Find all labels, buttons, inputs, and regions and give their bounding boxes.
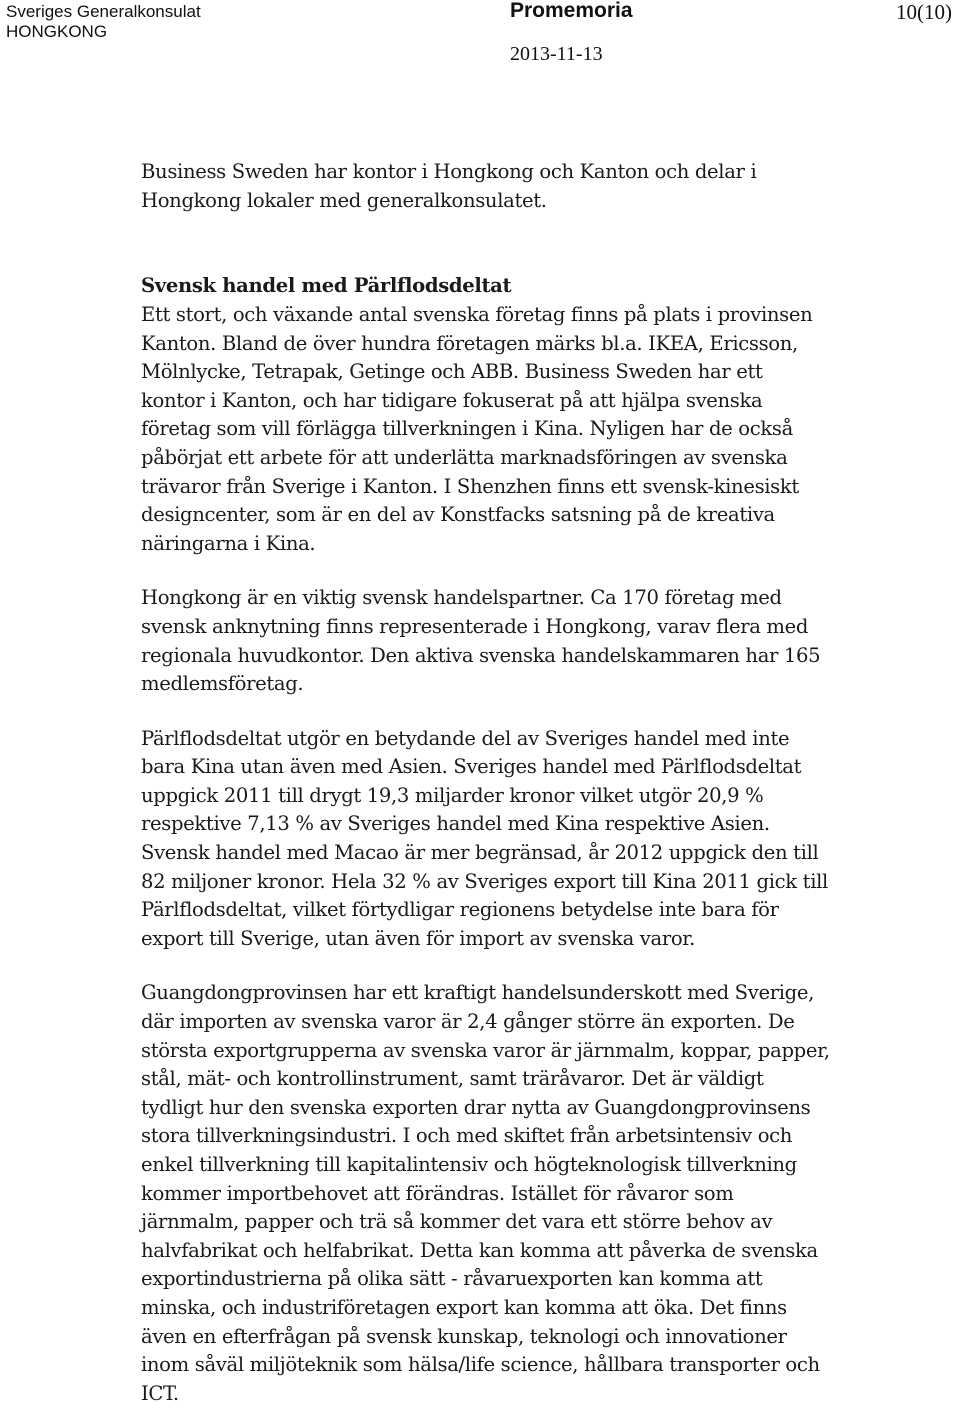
section-heading: Svensk handel med Pärlflodsdeltat	[141, 274, 512, 298]
paragraph-guangdong-trade: Guangdongprovinsen har ett kraftigt handelsunderskott med Sverige, där importen av svenska varor är 2,4 gånger större än exporten. De största exportgrupperna av svenska varor är järnmalm, koppar, papper, stål, mät- och kontrollinstrument, samt träråvaror. Det är väldigt tydligt hur den svenska exporten drar nytta av Guangdongprovinsens stora tillverkningsindustri. I och med skiftet från arbetsintensiv och enkel tillverkning till kapitalintensiv och högteknologisk tillverkning kommer importbehovet att förändras. Istället för råvaror som järnmalm, papper och trä så kommer det vara ett större behov av halvfabrikat och helfabrikat. Detta kan komma att påverka de svenska exportindustrierna på olika sätt - råvaruexporten kan komma att minska, och industriföretagen export kan komma att öka. Det finns även en efterfrågan på svensk kunskap, teknologi och innovationer inom såväl miljöteknik som hälsa/life science, hållbara transporter och ICT.	[141, 981, 830, 1405]
paragraph-business-sweden: Business Sweden har kontor i Hongkong och Kanton och delar i Hongkong lokaler med generalkonsulatet.	[141, 160, 757, 212]
header-page-number: 10(10)	[896, 0, 952, 24]
paragraph-companies-in-kanton: Ett stort, och växande antal svenska företag finns på plats i provinsen Kanton. Bland de över hundra företagen märks bl.a. IKEA, Ericsson, Mölnlycke, Tetrapak, Getinge och ABB. Business Sweden har ett kontor i Kanton, och har tidigare fokuserat på att hjälpa svenska företag som vill förlägga tillverkningen i Kina. Nyligen har de också påbörjat ett arbete för att underlätta marknadsföringen av svenska trävaror från Sverige i Kanton. I Shenzhen finns ett svensk-kinesiskt designcenter, som är en del av Konstfacks satsning på de kreativa näringarna i Kina.	[141, 302, 813, 555]
header-document-type: Promemoria	[510, 0, 633, 22]
header-date: 2013-11-13	[510, 43, 603, 65]
document-body	[141, 158, 831, 1408]
page-header	[0, 0, 960, 70]
paragraph-spacer	[141, 244, 831, 273]
paragraph-spacer	[141, 699, 831, 725]
header-organization-city: HONGKONG	[6, 22, 108, 41]
paragraph-spacer	[141, 558, 831, 584]
paragraph-hongkong-trade: Hongkong är en viktig svensk handelspartner. Ca 170 företag med svensk anknytning finns representerade i Hongkong, varav flera med regionala huvudkontor. Den aktiva svenska handelskammaren har 165 medlemsföretag.	[141, 586, 821, 696]
paragraph-spacer	[141, 215, 831, 244]
paragraph-spacer	[141, 953, 831, 979]
paragraph-trade-figures: Pärlflodsdeltat utgör en betydande del av Sveriges handel med inte bara Kina utan även med Asien. Sveriges handel med Pärlflodsdeltat uppgick 2011 till drygt 19,3 miljarder kronor vilket utgör 20,9 % respektive 7,13 % av Sveriges handel med Kina respektive Asien. Svensk handel med Macao är mer begränsad, år 2012 uppgick den till 82 miljoner kronor. Hela 32 % av Sveriges export till Kina 2011 gick till Pärlflodsdeltat, vilket förtydligar regionens betydelse inte bara för export till Sverige, utan även för import av svenska varor.	[141, 726, 828, 950]
header-organization-name: Sveriges Generalkonsulat	[6, 2, 201, 21]
